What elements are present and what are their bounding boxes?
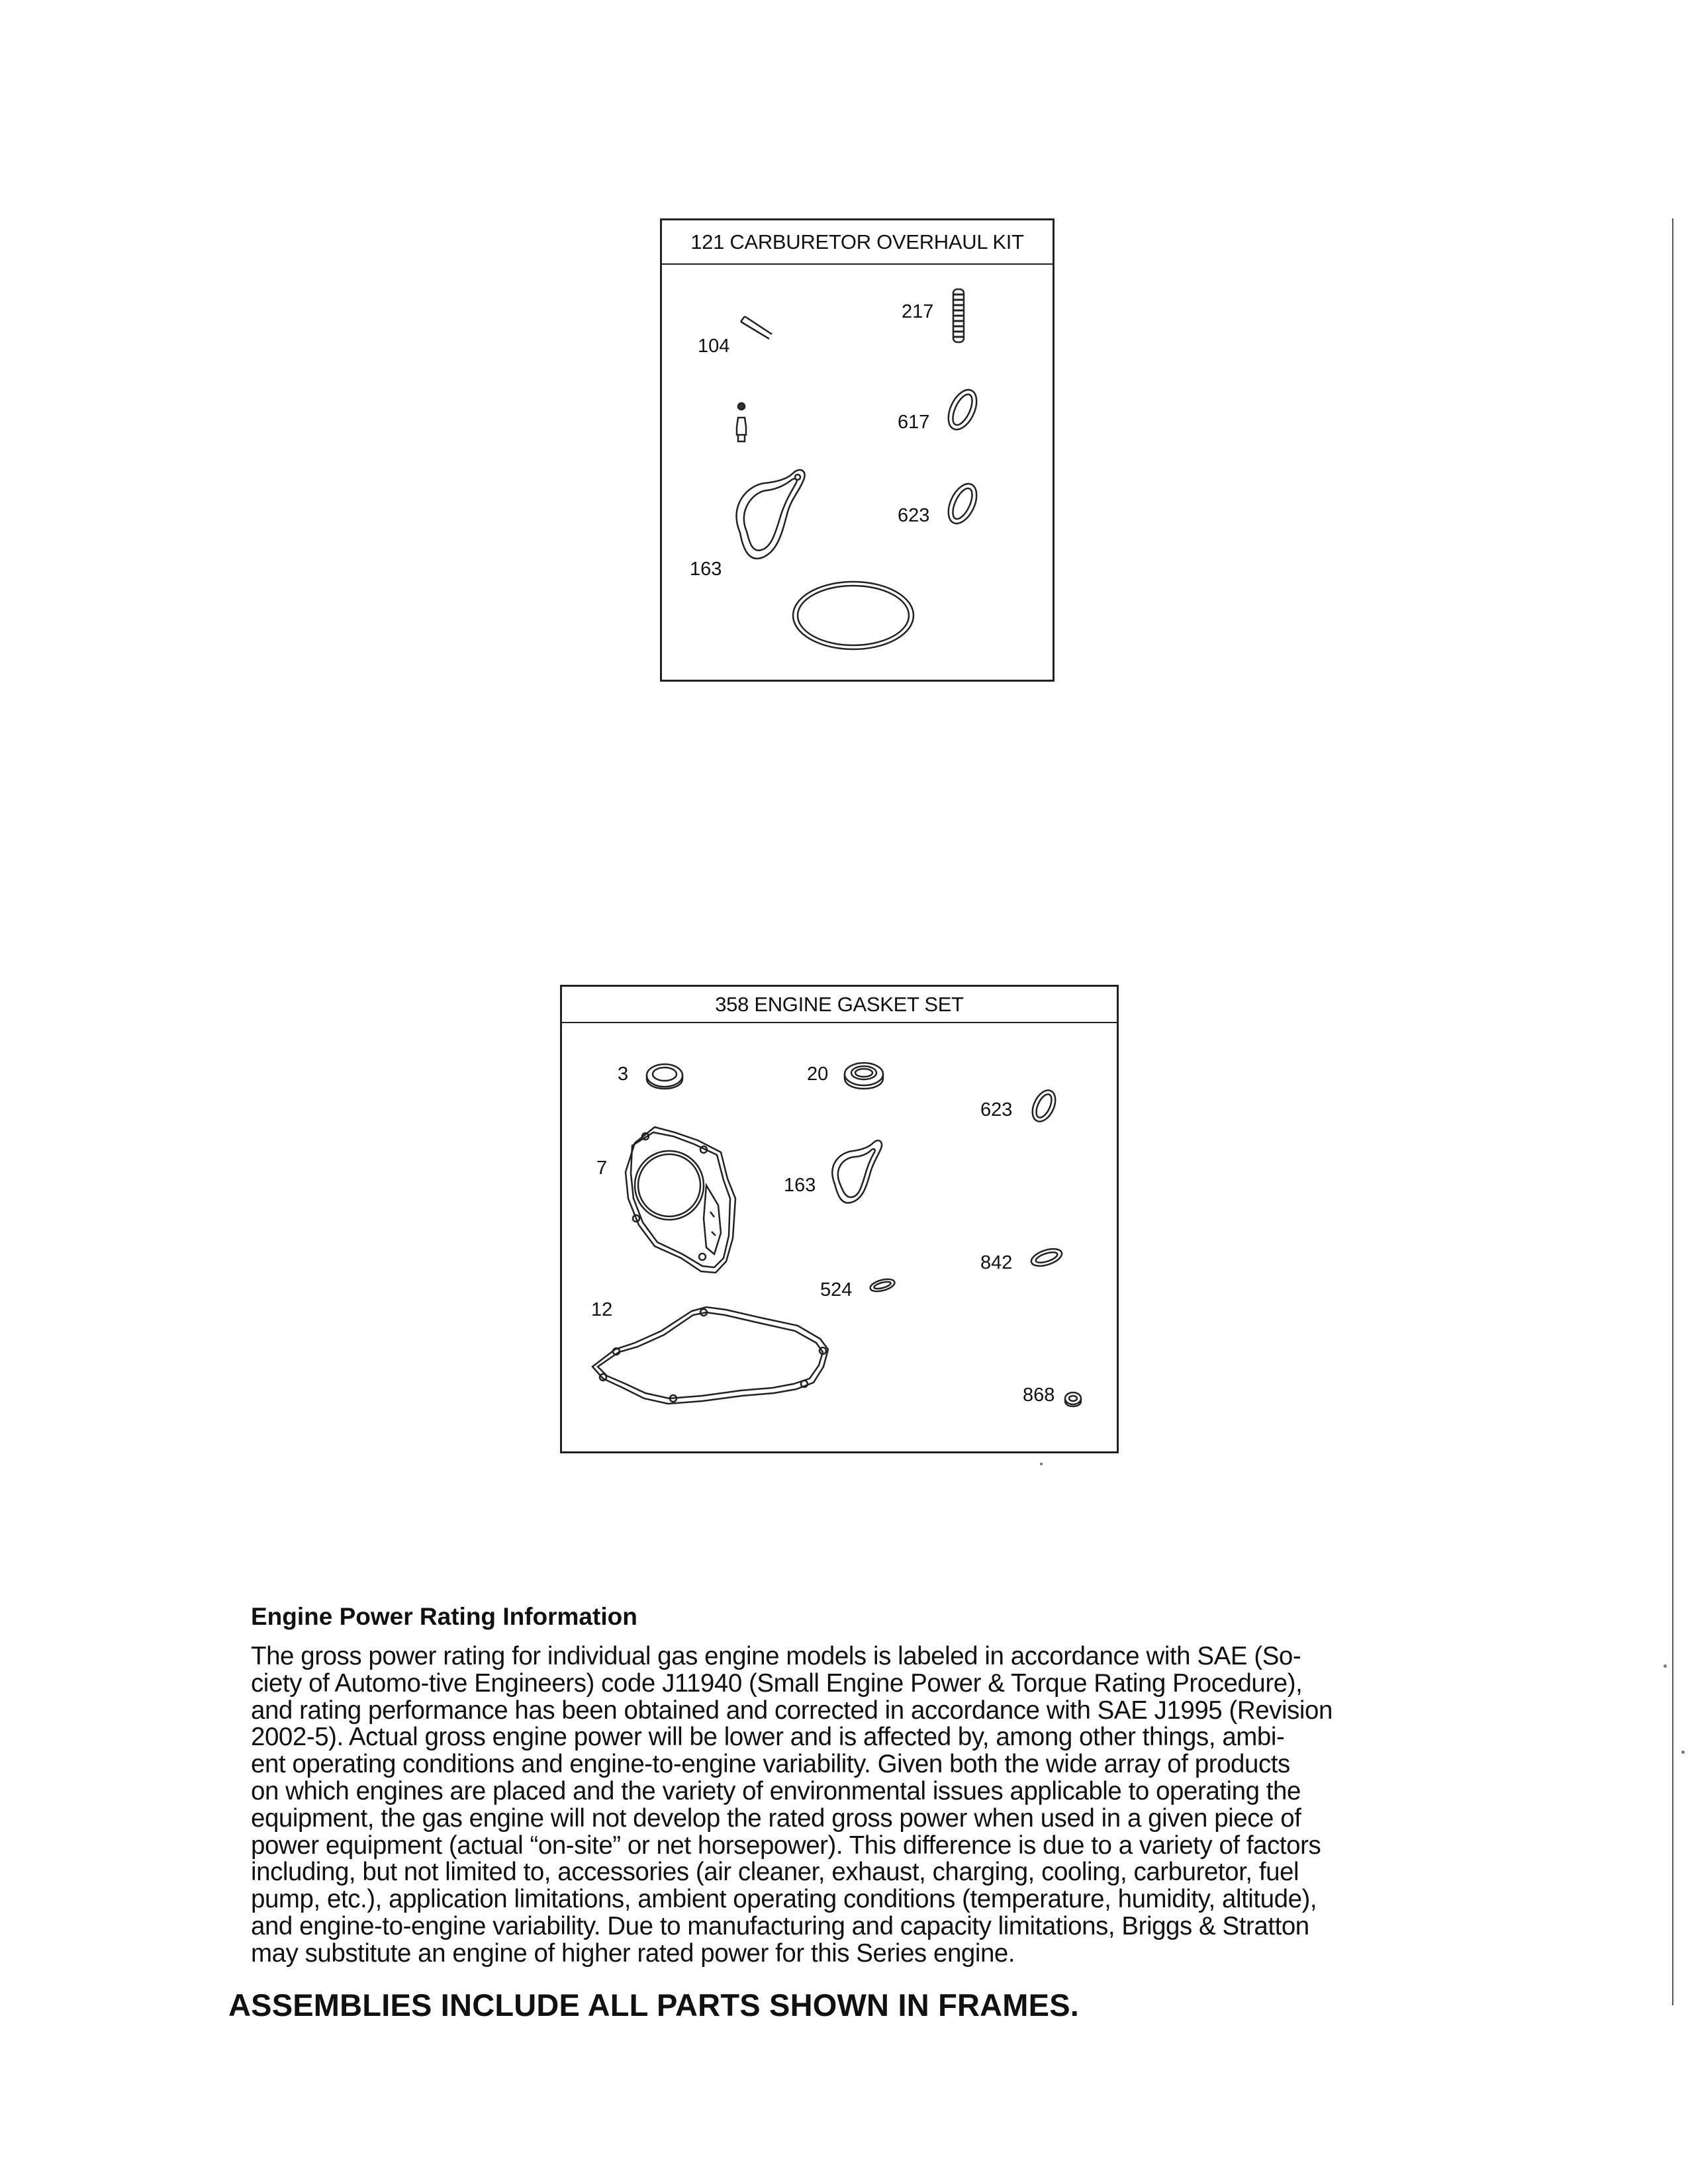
callout-842: 842	[980, 1252, 1013, 1273]
part-104-needle	[741, 316, 772, 339]
rating-line: ciety of Automo-tive Engineers) code J11940 (Small Engine Power & Torque Rating Procedure),	[251, 1668, 1303, 1698]
engine-gasket-set-frame	[560, 985, 1119, 1453]
callout-524: 524	[820, 1279, 853, 1300]
callout-163: 163	[690, 559, 722, 580]
part-623-oring	[1028, 1087, 1060, 1125]
rating-line: and rating performance has been obtained and corrected in accordance with SAE J1995 (Revision	[251, 1696, 1333, 1725]
callout-868: 868	[1023, 1385, 1055, 1406]
part-3-seal	[647, 1064, 682, 1089]
part-163-gasket	[737, 470, 805, 559]
rating-heading: Engine Power Rating Information	[251, 1603, 637, 1630]
part-jet	[737, 403, 746, 441]
part-7-head-gasket	[626, 1127, 735, 1273]
scan-speck	[1040, 1463, 1043, 1465]
rating-line: including, but not limited to, accessories (air cleaner, exhaust, charging, cooling, carburetor, fuel	[251, 1858, 1299, 1887]
part-217-spring	[953, 289, 964, 342]
rating-paragraph	[251, 1643, 1423, 1968]
rating-line: The gross power rating for individual gas engine models is labeled in accordance with SAE (So-	[251, 1642, 1301, 1670]
rating-line: and engine-to-engine variability. Due to manufacturing and capacity limitations, Briggs & Stratton	[251, 1911, 1309, 1940]
callout-617: 617	[898, 412, 930, 433]
callout-7: 7	[596, 1158, 608, 1179]
callout-163: 163	[784, 1175, 816, 1196]
part-842-oring	[1029, 1246, 1064, 1269]
assemblies-note: ASSEMBLIES INCLUDE ALL PARTS SHOWN IN FRAMES.	[228, 1987, 1079, 2023]
part-623-oring	[943, 479, 982, 527]
kit-title: 121 CARBURETOR OVERHAUL KIT	[662, 220, 1053, 265]
rating-line: equipment, the gas engine will not develop the rated gross power when used in a given piece of	[251, 1803, 1301, 1833]
scan-edge-line	[1672, 218, 1673, 2005]
part-20-seal	[845, 1063, 883, 1089]
part-12-crankcase-gasket	[592, 1307, 828, 1404]
rating-line: 2002-5). Actual gross engine power will be lower and is affected by, among other things, ambi-	[251, 1723, 1285, 1752]
callout-3: 3	[618, 1064, 629, 1085]
rating-line: may substitute an engine of higher rated power for this Series engine.	[251, 1938, 1015, 1968]
callout-104: 104	[698, 336, 730, 357]
part-617-oring	[943, 385, 982, 433]
callout-623: 623	[898, 505, 930, 526]
scan-speck	[1681, 1751, 1685, 1754]
rating-line: ent operating conditions and engine-to-engine variability. Given both the wide array of products	[251, 1750, 1290, 1779]
part-524-oring	[869, 1277, 896, 1293]
callout-217: 217	[902, 301, 934, 322]
part-bowl-gasket	[793, 582, 914, 649]
carburetor-kit-diagram	[662, 220, 1053, 680]
part-163-gasket	[832, 1140, 882, 1203]
rating-line: power equipment (actual “on-site” or net horsepower). This difference is due to a variety of factors	[251, 1831, 1321, 1860]
carburetor-overhaul-kit-frame	[660, 218, 1055, 682]
callout-12: 12	[591, 1299, 613, 1320]
callout-20: 20	[807, 1064, 829, 1085]
rating-line: pump, etc.), application limitations, ambient operating conditions (temperature, humidity, altitude),	[251, 1885, 1317, 1914]
rating-line: on which engines are placed and the variety of environmental issues applicable to operating the	[251, 1776, 1301, 1805]
part-868-seal	[1065, 1392, 1081, 1406]
gasket-set-diagram	[562, 987, 1117, 1451]
kit-title: 358 ENGINE GASKET SET	[562, 987, 1117, 1023]
scan-speck	[1664, 1664, 1667, 1668]
callout-623: 623	[980, 1099, 1013, 1120]
